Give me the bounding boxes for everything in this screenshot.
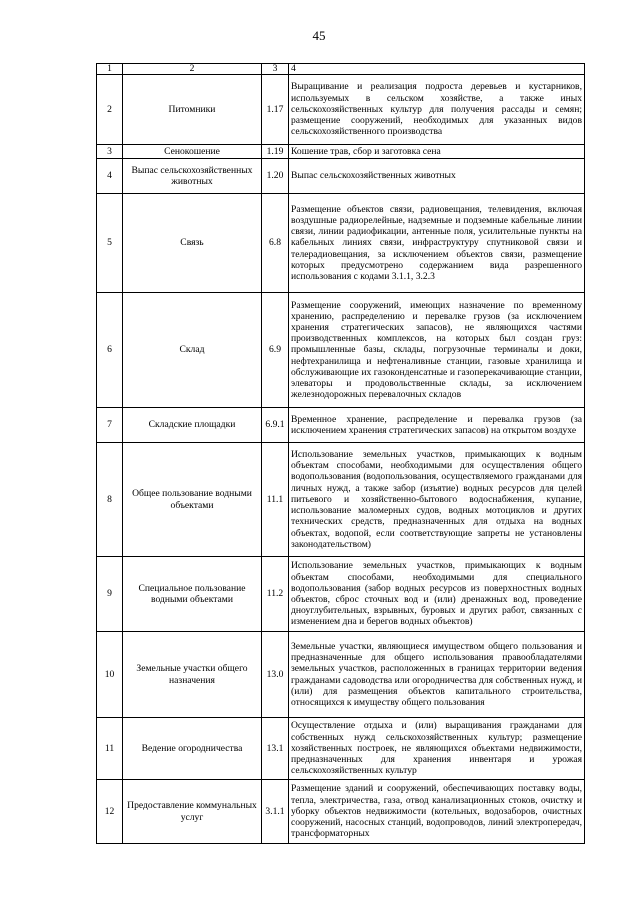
land-use-name: Связь bbox=[123, 194, 262, 293]
land-use-code: 1.19 bbox=[262, 145, 289, 159]
table-row bbox=[97, 194, 585, 293]
row-number: 4 bbox=[97, 159, 123, 194]
header-cell: 1 bbox=[97, 64, 123, 75]
land-use-code: 3.1.1 bbox=[262, 780, 289, 844]
page-number: 45 bbox=[312, 28, 326, 43]
land-use-description: Кошение трав, сбор и заготовка сена bbox=[289, 145, 585, 159]
land-use-description: Осуществление отдыха и (или) выращивания гражданами для собственных нужд сельскохозяйственных культур; размещение хозяйственных построек, не являющихся объектами недвижимости, предназначенных для хранения инвентаря и урожая сельскохозяйственных культур bbox=[289, 718, 585, 780]
table-row bbox=[97, 145, 585, 159]
land-use-description: Выпас сельскохозяйственных животных bbox=[289, 159, 585, 194]
land-use-name: Общее пользование водными объектами bbox=[123, 443, 262, 557]
header-cell: 4 bbox=[289, 64, 585, 75]
land-use-code: 11.1 bbox=[262, 443, 289, 557]
land-use-name: Специальное пользование водными объектами bbox=[123, 557, 262, 632]
land-use-table bbox=[96, 63, 585, 844]
land-use-description: Земельные участки, являющиеся имуществом общего пользования и предназначенные для общего использования правообладателями земельных участков, расположенных в границах территории ведения гражданами садоводства или огородничества для собственных нужд, и (или) для размещения объектов капитального строительства, относящихся к имуществу общего пользования bbox=[289, 632, 585, 718]
table-row bbox=[97, 293, 585, 408]
land-use-code: 1.20 bbox=[262, 159, 289, 194]
row-number: 5 bbox=[97, 194, 123, 293]
land-use-description: Временное хранение, распределение и перевалка грузов (за исключением хранения стратегических запасов) на открытом воздухе bbox=[289, 408, 585, 443]
land-use-code: 6.9.1 bbox=[262, 408, 289, 443]
land-use-name: Ведение огородничества bbox=[123, 718, 262, 780]
row-number: 9 bbox=[97, 557, 123, 632]
land-use-name: Склад bbox=[123, 293, 262, 408]
row-number: 2 bbox=[97, 75, 123, 145]
land-use-code: 1.17 bbox=[262, 75, 289, 145]
table-row bbox=[97, 159, 585, 194]
row-number: 6 bbox=[97, 293, 123, 408]
land-use-name: Выпас сельскохозяйственных животных bbox=[123, 159, 262, 194]
table-header-row bbox=[97, 64, 585, 75]
table-row bbox=[97, 780, 585, 844]
table-row bbox=[97, 75, 585, 145]
land-use-code: 6.9 bbox=[262, 293, 289, 408]
land-use-code: 13.0 bbox=[262, 632, 289, 718]
row-number: 10 bbox=[97, 632, 123, 718]
land-use-name: Сенокошение bbox=[123, 145, 262, 159]
land-use-code: 13.1 bbox=[262, 718, 289, 780]
land-use-description: Выращивание и реализация подроста деревьев и кустарников, используемых в сельском хозяйстве, а также иных сельскохозяйственных культур для получения рассады и семян; размещение сооружений, необходимых для указанных видов сельскохозяйственного производства bbox=[289, 75, 585, 145]
land-use-name: Питомники bbox=[123, 75, 262, 145]
land-use-name: Складские площадки bbox=[123, 408, 262, 443]
row-number: 11 bbox=[97, 718, 123, 780]
table-row bbox=[97, 408, 585, 443]
table-row bbox=[97, 632, 585, 718]
land-use-description: Размещение сооружений, имеющих назначение по временному хранению, распределению и перевалке грузов (за исключением хранения стратегических запасов), не являющихся частями производственных комплексов, на которых был создан груз: промышленные базы, склады, погрузочные терминалы и доки, нефтехранилища и нефтеналивные станции, газовые хранилища и обслуживающие их газоконденсатные и газоперекачивающие станции, элеваторы и продовольственные склады, за исключением железнодорожных перевалочных складов bbox=[289, 293, 585, 408]
header-cell: 2 bbox=[123, 64, 262, 75]
land-use-description: Использование земельных участков, примыкающих к водным объектам способами, необходимыми для осуществления общего водопользования (водопользования, осуществляемого гражданами для личных нужд, а также забор (изъятие) водных ресурсов для целей питьевого и хозяйственно-бытового водоснабжения, купание, использование маломерных судов, водных мотоциклов и других технических средств, предназначенных для отдыха на водных объектах, водопой, если соответствующие запреты не установлены законодательством) bbox=[289, 443, 585, 557]
land-use-code: 6.8 bbox=[262, 194, 289, 293]
table-row bbox=[97, 443, 585, 557]
row-number: 12 bbox=[97, 780, 123, 844]
row-number: 8 bbox=[97, 443, 123, 557]
land-use-description: Использование земельных участков, примыкающих к водным объектам способами, необходимыми для специального водопользования (забор водных ресурсов из поверхностных водных объектов, сброс сточных вод и (или) дренажных вод, проведение дноуглубительных, взрывных, буровых и других работ, связанных с изменением дна и берегов водных объектов) bbox=[289, 557, 585, 632]
land-use-code: 11.2 bbox=[262, 557, 289, 632]
row-number: 7 bbox=[97, 408, 123, 443]
table-row bbox=[97, 557, 585, 632]
header-cell: 3 bbox=[262, 64, 289, 75]
table-row bbox=[97, 718, 585, 780]
land-use-description: Размещение зданий и сооружений, обеспечивающих поставку воды, тепла, электричества, газа, отвод канализационных стоков, очистку и уборку объектов недвижимости (котельных, водозаборов, очистных сооружений, насосных станций, водопроводов, линий электропередач, трансформаторных bbox=[289, 780, 585, 844]
row-number: 3 bbox=[97, 145, 123, 159]
land-use-description: Размещение объектов связи, радиовещания, телевидения, включая воздушные радиорелейные, надземные и подземные кабельные линии связи, линии радиофикации, антенные поля, усилительные пункты на кабельных линиях связи, инфраструктуру спутниковой связи и телерадиовещания, за исключением объектов связи, размещение которых предусмотрено содержанием вида разрешенного использования с кодами 3.1.1, 3.2.3 bbox=[289, 194, 585, 293]
land-use-name: Предоставление коммунальных услуг bbox=[123, 780, 262, 844]
land-use-name: Земельные участки общего назначения bbox=[123, 632, 262, 718]
